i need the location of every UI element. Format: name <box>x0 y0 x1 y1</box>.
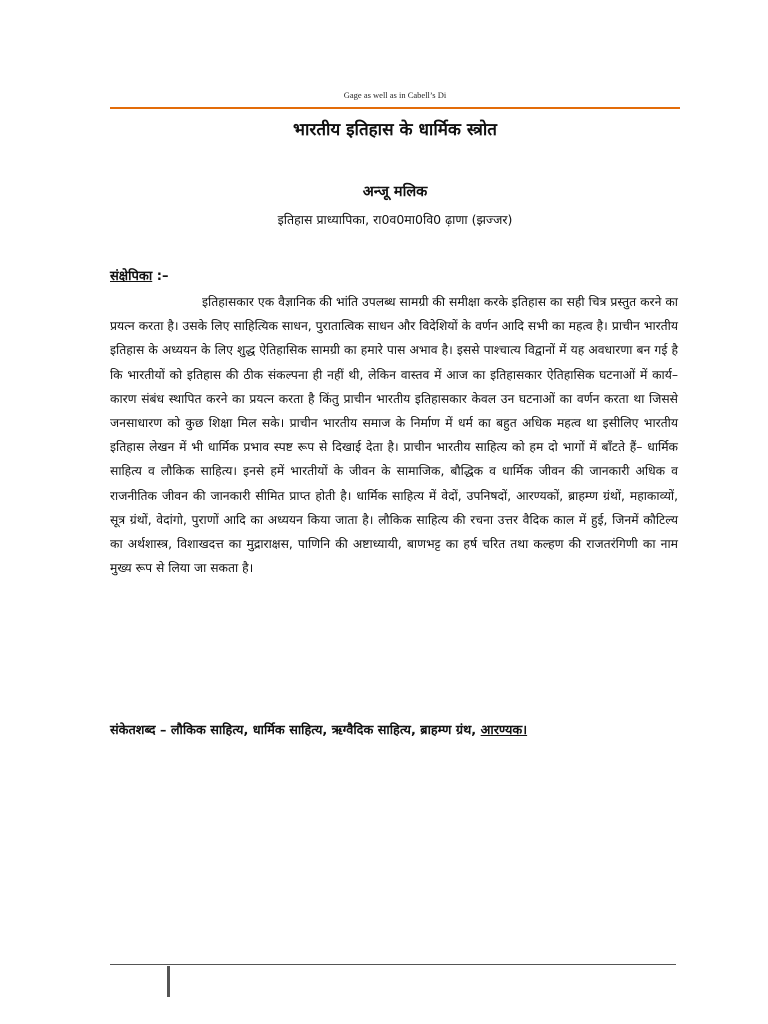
author-affiliation: इतिहास प्राध्यापिका, रा0व0मा0वि0 ढ़ाणा (झज्जर) <box>277 212 513 227</box>
keywords-list: संकेतशब्द – लौकिक साहित्य, धार्मिक साहित्य, ऋग्वैदिक साहित्य, ब्राहम्ण ग्रंथ, <box>110 723 481 738</box>
paper-title: भारतीय इतिहास के धार्मिक स्त्रोत <box>293 120 497 140</box>
author-name: अन्जू मलिक <box>362 184 428 200</box>
abstract-heading <box>110 266 168 284</box>
footer-vertical-bar <box>167 966 170 997</box>
abstract-heading-suffix: :– <box>152 269 169 284</box>
footer-divider <box>110 964 676 965</box>
keywords-line <box>110 720 678 738</box>
abstract-body: इतिहासकार एक वैज्ञानिक की भांति उपलब्ध सामग्री की समीक्षा करके इतिहास का सही चित्र प्रस्तुत करने का प्रयत्न करता है। उसके लिए साहित्यिक साधन, पुरातात्विक साधन और विदेशियों के वर्णन आदि सभी का महत्व है। प्राचीन भारतीय इतिहास के अध्ययन के लिए शुद्ध ऐतिहासिक सामग्री का हमारे पास अभाव है। इससे पाश्चात्य विद्वानों में यह अवधारणा बन गई है कि भारतीयों को इतिहास की ठीक संकल्पना ही नहीं थी, लेकिन वास्तव में आज का इतिहासकार ऐतिहासिक घटनाओं में कार्य–कारण संबंध स्थापित करने का प्रयत्न करता है किंतु प्राचीन भारतीय इतिहासकार केवल उन घटनाओं का वर्णन करता था जिससे जनसाधारण को कुछ शिक्षा मिल सके। प्राचीन भारतीय समाज के निर्माण में धर्म का बहुत अधिक महत्व था इसीलिए भारतीय इतिहास लेखन में भी धार्मिक प्रभाव स्पष्ट रूप से दिखाई देता है। प्राचीन भारतीय साहित्य को हम दो भागों में बाँटते हैं– धार्मिक साहित्य व लौकिक साहित्य। इनसे हमें भारतीयों के जीवन के सामाजिक, बौद्धिक व धार्मिक जीवन की जानकारी अधिक व राजनीतिक जीवन की जानकारी सीमित प्राप्त होती है। धार्मिक साहित्य में वेदों, उपनिषदों, आरण्यकों, ब्राहम्ण ग्रंथों, महाकाव्यों, सूत्र ग्रंथों, वेदांगो, पुराणों आदि का अध्ययन किया जाता है। लौकिक साहित्य की रचना उत्तर वैदिक काल में हुई, जिनमें कौटिल्य का अर्थशास्त्र, विशाखदत्त का मुद्राराक्षस, पाणिनि की अष्टाध्यायी, बाणभट्ट का हर्ष चरित तथा कल्हण की राजतरंगिणी का नाम मुख्य रूप से लिया जा सकता है। <box>110 295 678 576</box>
keywords-last-term: आरण्यक। <box>480 723 528 738</box>
abstract-heading-label: संक्षेपिका <box>110 269 153 284</box>
running-head: Gage as well as in Cabell’s Di <box>343 90 447 100</box>
header-divider <box>110 107 680 109</box>
